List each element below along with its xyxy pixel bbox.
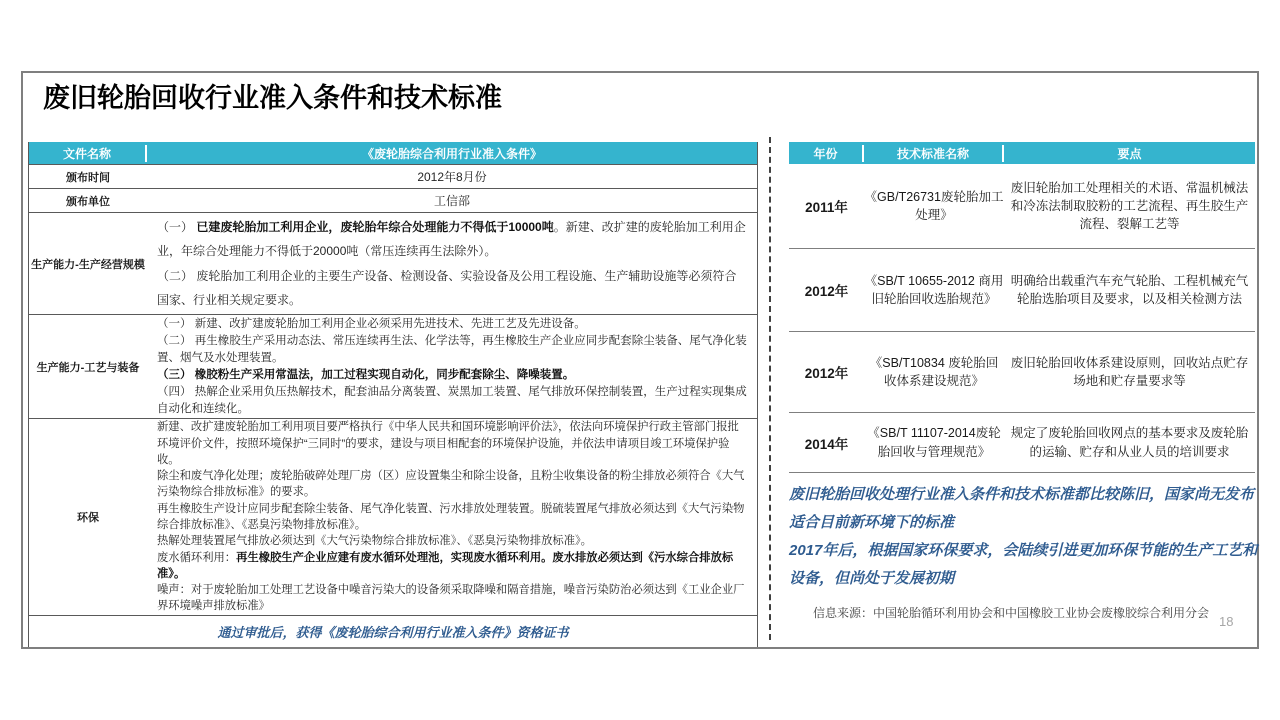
source-attribution: 信息来源：中国轮胎循环利用协会和中国橡胶工业协会废橡胶综合利用分会	[813, 606, 1210, 620]
standard-points: 废旧轮胎回收体系建设原则，回收站点贮存场地和贮存量要求等	[1010, 355, 1249, 388]
table-row-issue-date	[29, 164, 757, 188]
row-label: 颁布单位	[66, 195, 110, 208]
row-paragraphs: （一） 新建、改扩建废轮胎加工利用企业必须采用先进技术、先进工艺及先进设备。 （二） 再生橡胶生产采用动态法、常压连续再生法、化学法等，再生橡胶生产企业应同步配套除尘装备、尾气净化装置、烟气及水处理装置。 （三） 橡胶粉生产采用常温法，加工过程实现自动化，同步配套除尘、降噪装置。 （四） 热解企业采用负压热解技术，配套油品分离装置、炭黑加工装置、尾气排放环保控制装置，生产过程实现集成自动化和连续化。	[157, 317, 747, 415]
standard-name: 《SB/T 11107-2014废轮胎回收与管理规范》	[867, 426, 1001, 459]
standard-name: 《SB/T 10655-2012 商用旧轮胎回收选胎规范》	[864, 273, 1004, 306]
admission-table-header	[29, 142, 757, 164]
page-title: 废旧轮胎回收行业准入条件和技术标准	[43, 83, 502, 113]
header-key-points: 要点	[1117, 146, 1142, 161]
page-number: 18	[1219, 614, 1234, 629]
row-value: 2012年8月份	[417, 170, 487, 184]
standard-year: 2014年	[804, 436, 849, 452]
row-label: 生产能力-生产经营规模	[31, 258, 145, 271]
standard-year: 2011年	[805, 200, 848, 215]
standard-row	[789, 332, 1255, 413]
table-row-issue-unit	[29, 188, 757, 212]
header-standard-name: 技术标准名称	[864, 145, 1004, 162]
table-row-craft-equipment	[29, 314, 757, 418]
standard-year: 2012年	[804, 284, 849, 299]
qualification-note: 通过审批后，获得《废轮胎综合利用行业准入条件》资格证书	[217, 625, 569, 640]
technical-standards-table	[789, 142, 1255, 473]
header-year: 年份	[789, 145, 864, 162]
standard-points: 明确给出载重汽车充气轮胎、工程机械充气轮胎选胎项目及要求，以及相关检测方法	[1010, 273, 1249, 306]
slide-content	[23, 73, 1257, 647]
slide-canvas	[21, 71, 1259, 649]
standard-row	[789, 413, 1255, 473]
row-label: 环保	[77, 512, 99, 524]
standard-name: 《GB/T26731废轮胎加工处理》	[864, 189, 1004, 222]
row-label: 生产能力-工艺与装备	[36, 361, 140, 374]
standard-row	[789, 249, 1255, 332]
row-paragraphs: （一） 已建废轮胎加工利用企业，废轮胎年综合处理能力不得低于10000吨。新建、改扩建的废轮胎加工利用企业，年综合处理能力不得低于20000吨（常压连续再生法除外）。 （二） 废轮胎加工利用企业的主要生产设备、检测设备、实验设备及公用工程设施、生产辅助设施等必须符合国家、行业相关规定要求。	[157, 219, 746, 307]
table-row-environment	[29, 418, 757, 615]
admission-header-doc-name: 文件名称	[29, 145, 147, 162]
note-outdated-standards: 废旧轮胎回收处理行业准入条件和技术标准都比较陈旧，国家尚无发布适合目前新环境下的标准	[789, 486, 1255, 531]
standard-name: 《SB/T10834 废轮胎回收体系建设规范》	[869, 355, 999, 388]
row-paragraphs: 新建、改扩建废轮胎加工利用项目要严格执行《中华人民共和国环境影响评价法》，依法向环境保护行政主管部门报批环境评价文件，按照环境保护“三同时”的要求，建设与项目相配套的环境保护设施，并依法申请项目竣工环境保护验收。 除尘和废气净化处理；废轮胎破碎处理厂房（区）应设置集尘和除尘设备，且粉尘收集设备的粉尘排放必须符合《大气污染物综合排放标准》的要求。 再生橡胶生产设计应同步配套除尘装备、尾气净化装置、污水排放处理装置。脱硫装置尾气排放必须达到《大气污染物综合排放标准》、《恶臭污染物排放标准》。 热解处理装置尾气排放必须达到《大气污染物综合排放标准》、《恶臭污染物排放标准》。 废水循环利用：再生橡胶生产企业应建有废水循环处理池，实现废水循环利用。废水排放必须达到《污水综合排放标准》。 噪声：对于废轮胎加工处理工艺设备中噪音污染大的设备须采取降噪和隔音措施，噪音污染防治必须达到《工业企业厂界环境噪声排放标准》	[157, 421, 745, 613]
commentary-notes	[789, 481, 1261, 593]
vertical-dashed-divider	[769, 137, 771, 640]
row-value: 工信部	[433, 194, 470, 208]
standard-points: 规定了废轮胎回收网点的基本要求及废轮胎的运输、贮存和从业人员的培训要求	[1010, 426, 1249, 459]
standard-year: 2012年	[804, 366, 849, 381]
note-2017-outlook: 2017年后，根据国家环保要求，会陆续引进更加环保节能的生产工艺和设备，但尚处于发展初期	[789, 542, 1258, 587]
table-row-production-scale	[29, 212, 757, 314]
standards-table-header	[789, 142, 1255, 164]
standard-points: 废旧轮胎加工处理相关的术语、常温机械法和冷冻法制取胶粉的工艺流程、再生胶生产流程、裂解工艺等	[1010, 180, 1249, 232]
admission-header-doc-title: 《废轮胎综合利用行业准入条件》	[361, 146, 542, 161]
standard-row	[789, 164, 1255, 249]
row-label: 颁布时间	[66, 171, 110, 184]
admission-conditions-table	[28, 142, 758, 647]
table-row-footer-note	[29, 615, 757, 647]
